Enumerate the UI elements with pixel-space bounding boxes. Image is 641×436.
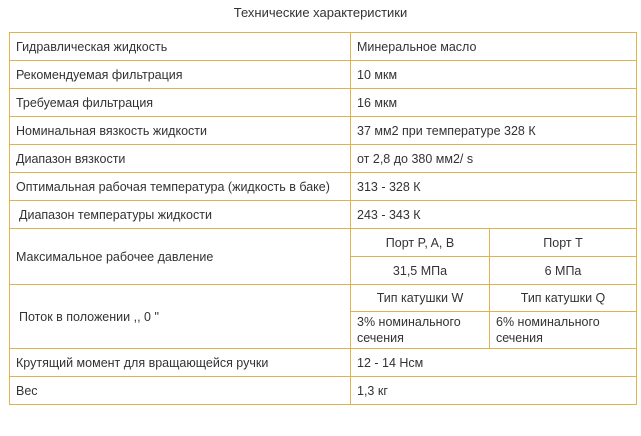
coil-q-header: Тип катушки Q bbox=[490, 285, 637, 312]
table-row bbox=[10, 285, 637, 312]
table-row bbox=[10, 117, 637, 145]
port-t-header: Порт T bbox=[490, 229, 637, 257]
row-label: Вес bbox=[10, 377, 351, 405]
table-row bbox=[10, 229, 637, 257]
row-label: Поток в положении ,, 0 " bbox=[10, 285, 351, 349]
row-label: Диапазон температуры жидкости bbox=[10, 201, 351, 229]
row-label: Гидравлическая жидкость bbox=[10, 33, 351, 61]
table-row bbox=[10, 377, 637, 405]
row-label: Оптимальная рабочая температура (жидкость в баке) bbox=[10, 173, 351, 201]
coil-w-header: Тип катушки W bbox=[351, 285, 490, 312]
row-value: 10 мкм bbox=[351, 61, 637, 89]
row-label: Рекомендуемая фильтрация bbox=[10, 61, 351, 89]
port-pab-value: 31,5 МПа bbox=[351, 257, 490, 285]
table-row bbox=[10, 349, 637, 377]
table-row bbox=[10, 145, 637, 173]
table-row bbox=[10, 201, 637, 229]
row-value: 37 мм2 при температуре 328 К bbox=[351, 117, 637, 145]
coil-w-value: 3% номинального сечения bbox=[351, 312, 490, 349]
table-row bbox=[10, 61, 637, 89]
row-label: Диапазон вязкости bbox=[10, 145, 351, 173]
table-caption: Технические характеристики bbox=[233, 5, 408, 20]
port-pab-header: Порт P, A, B bbox=[351, 229, 490, 257]
row-value: 16 мкм bbox=[351, 89, 637, 117]
row-value: от 2,8 до 380 мм2/ s bbox=[351, 145, 637, 173]
row-value: 12 - 14 Нсм bbox=[351, 349, 637, 377]
row-label: Максимальное рабочее давление bbox=[10, 229, 351, 285]
row-value: Минеральное масло bbox=[351, 33, 637, 61]
row-value: 1,3 кг bbox=[351, 377, 637, 405]
row-label: Требуемая фильтрация bbox=[10, 89, 351, 117]
specifications-table bbox=[9, 32, 637, 405]
row-label: Крутящий момент для вращающейся ручки bbox=[10, 349, 351, 377]
port-t-value: 6 МПа bbox=[490, 257, 637, 285]
table-row bbox=[10, 173, 637, 201]
table-row bbox=[10, 33, 637, 61]
row-value: 313 - 328 К bbox=[351, 173, 637, 201]
table-row bbox=[10, 89, 637, 117]
row-value: 243 - 343 К bbox=[351, 201, 637, 229]
row-label: Номинальная вязкость жидкости bbox=[10, 117, 351, 145]
coil-q-value: 6% номинального сечения bbox=[490, 312, 637, 349]
